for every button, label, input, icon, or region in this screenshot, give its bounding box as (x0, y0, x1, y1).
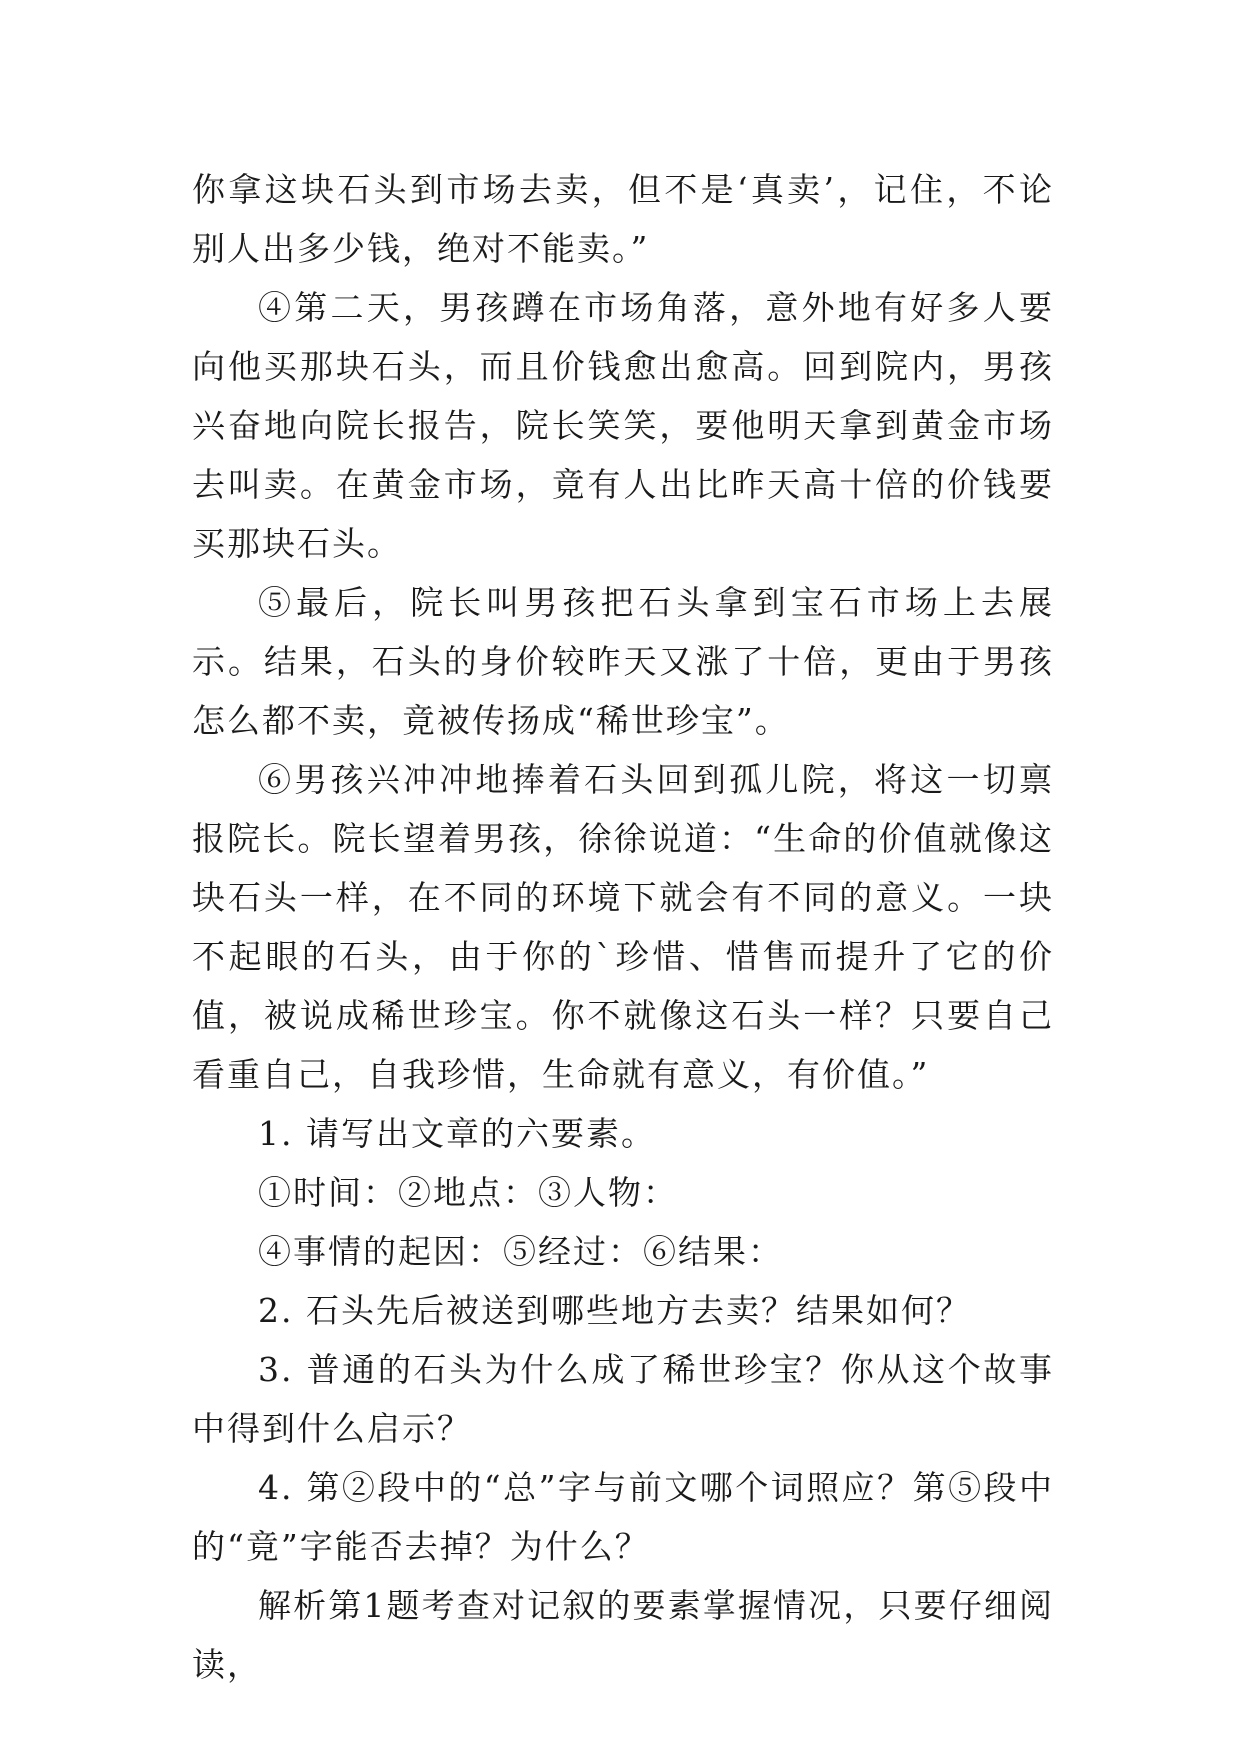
question-4: 4. 第②段中的“总”字与前文哪个词照应？第⑤段中的“竟”字能否去掉？为什么？ (192, 1468, 1054, 1566)
paragraph-1-continued: 你拿这块石头到市场去卖，但不是‘真卖’，记住，不论别人出多少钱，绝对不能卖。” (192, 170, 1054, 268)
paragraph-6: ⑥男孩兴冲冲地捧着石头回到孤儿院，将这一切禀报院长。院长望着男孩，徐徐说道：“生命的价值就像这块石头一样，在不同的环境下就会有不同的意义。一块不起眼的石头，由于你的`珍惜、惜售而提升了它的价值，被说成稀世珍宝。你不就像这石头一样？只要自己看重自己，自我珍惜，生命就有意义，有价值。” (192, 760, 1054, 1094)
question-1-items-a: ①时间：②地点：③人物： (258, 1173, 678, 1212)
question-1: 1. 请写出文章的六要素。 (258, 1114, 656, 1153)
question-1-items-b: ④事情的起因：⑤经过：⑥结果： (258, 1232, 783, 1271)
paragraph-4: ④第二天，男孩蹲在市场角落，意外地有好多人要向他买那块石头，而且价钱愈出愈高。回到院内，男孩兴奋地向院长报告，院长笑笑，要他明天拿到黄金市场去叫卖。在黄金市场，竟有人出比昨天高十倍的价钱要买那块石头。 (192, 288, 1054, 563)
paragraph-5: ⑤最后，院长叫男孩把石头拿到宝石市场上去展示。结果，石头的身价较昨天又涨了十倍，更由于男孩怎么都不卖，竟被传扬成“稀世珍宝”。 (192, 583, 1054, 740)
analysis-paragraph: 解析第1题考查对记叙的要素掌握情况，只要仔细阅读， (192, 1586, 1054, 1684)
question-3: 3. 普通的石头为什么成了稀世珍宝？你从这个故事中得到什么启示？ (192, 1350, 1054, 1448)
document-body (192, 160, 1054, 1694)
question-2: 2. 石头先后被送到哪些地方去卖？结果如何？ (258, 1291, 971, 1330)
